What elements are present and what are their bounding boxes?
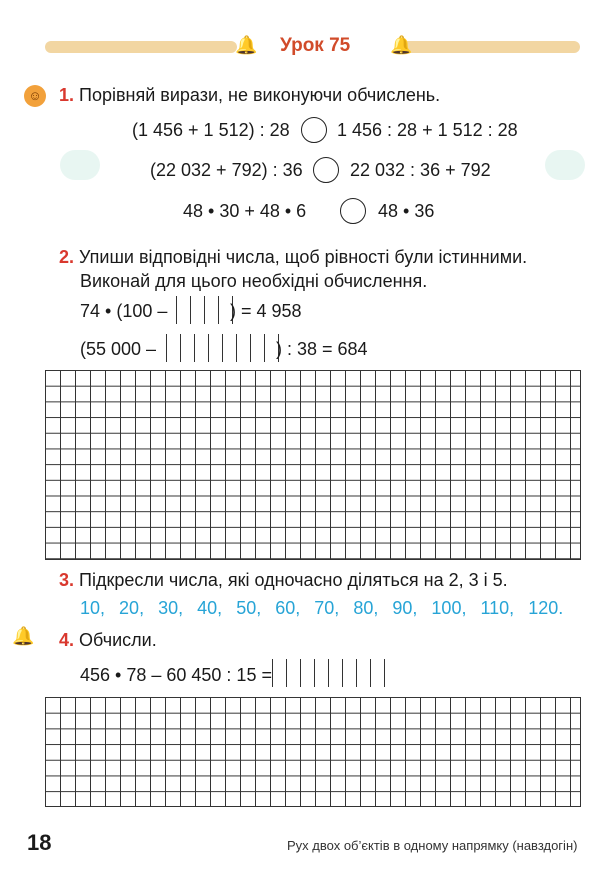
bells-icon: 🔔: [12, 626, 35, 646]
task2-eq1-left: 74 • (100 –: [80, 301, 168, 321]
number-item[interactable]: 50,: [236, 598, 262, 618]
task1-text: Порівняй вирази, не виконуючи обчислень.: [79, 85, 441, 105]
compare-circle[interactable]: [340, 198, 366, 224]
task1-row2-right: 22 032 : 36 + 792: [350, 160, 491, 180]
task4-text: Обчисли.: [79, 630, 157, 650]
task2-line1: Упиши відповідні числа, щоб рівності були істинними.: [79, 247, 528, 267]
workspace-grid-1[interactable]: [45, 370, 581, 560]
decor-right: [545, 150, 585, 180]
workspace-grid-2[interactable]: [45, 697, 581, 807]
banner-band-left: [45, 41, 237, 53]
task2-eq2-left: (55 000 –: [80, 339, 157, 359]
number-item[interactable]: 90,: [392, 598, 418, 618]
number-item[interactable]: 110,: [480, 598, 515, 618]
bell-icon: 🔔: [235, 35, 258, 55]
number-item[interactable]: 30,: [158, 598, 184, 618]
decor-left: [60, 150, 100, 180]
task3-number: 3.: [59, 570, 75, 590]
task3-numbers: [80, 598, 572, 619]
number-item[interactable]: 20,: [119, 598, 145, 618]
task3-heading: [59, 570, 508, 591]
compare-circle[interactable]: [313, 157, 339, 183]
task1-row1-right: 1 456 : 28 + 1 512 : 28: [337, 120, 518, 140]
task1-heading: [59, 85, 440, 106]
answer-boxes-task4[interactable]: [272, 659, 385, 687]
answer-boxes-eq1[interactable]: [176, 296, 233, 324]
task1-row3-right: 48 • 36: [378, 201, 435, 221]
task1-row3-left: 48 • 30 + 48 • 6: [183, 201, 307, 221]
task4-number: 4.: [59, 630, 75, 650]
task1-row1-left: (1 456 + 1 512) : 28: [132, 120, 290, 140]
task2-number: 2.: [59, 247, 75, 267]
number-item[interactable]: 80,: [353, 598, 379, 618]
answer-boxes-eq2[interactable]: [166, 334, 279, 362]
lesson-title: Урок 75: [280, 35, 351, 56]
task2-eq2-right: ) : 38 = 684: [276, 339, 368, 359]
number-item[interactable]: 70,: [314, 598, 340, 618]
banner-band-right: [395, 41, 580, 53]
smiley-icon: ☺: [24, 85, 46, 107]
task2-eq1-right: ) = 4 958: [230, 301, 302, 321]
number-item[interactable]: 100,: [431, 598, 467, 618]
lesson-banner: [40, 35, 585, 57]
footer-topic: Рух двох об’єктів в одному напрямку (навздогін): [287, 838, 578, 853]
bell-icon: 🔔: [390, 35, 413, 55]
task1-number: 1.: [59, 85, 75, 105]
number-item[interactable]: 120.: [528, 598, 564, 618]
task3-text: Підкресли числа, які одночасно діляться на 2, 3 і 5.: [79, 570, 508, 590]
task2-line2: Виконай для цього необхідні обчислення.: [80, 271, 428, 291]
compare-circle[interactable]: [301, 117, 327, 143]
number-item[interactable]: 60,: [275, 598, 301, 618]
task1-row2-left: (22 032 + 792) : 36: [150, 160, 303, 180]
number-item[interactable]: 10,: [80, 598, 106, 618]
page-number: 18: [27, 830, 52, 855]
task4-heading: [59, 630, 157, 651]
number-item[interactable]: 40,: [197, 598, 223, 618]
task4-expression: 456 • 78 – 60 450 : 15 =: [80, 665, 272, 685]
task2-heading: [59, 247, 527, 268]
